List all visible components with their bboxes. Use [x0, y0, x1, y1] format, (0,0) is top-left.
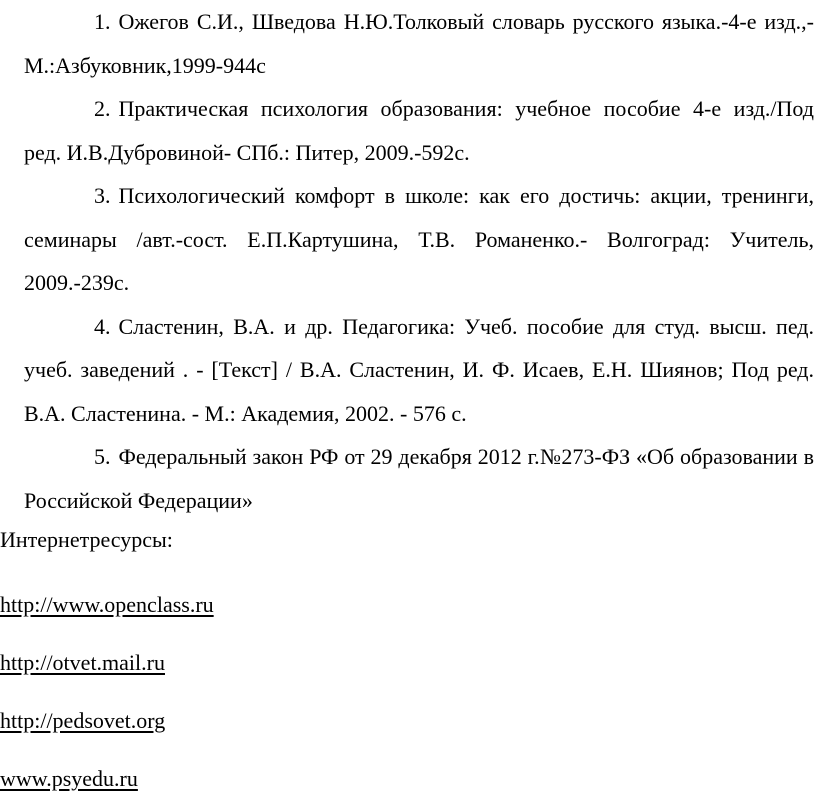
- reference-text: Федеральный закон РФ от 29 декабря 2012 г.№273-ФЗ «Об образовании в Российской Федерации»: [24, 444, 814, 513]
- resource-link-otvet-mail[interactable]: http://otvet.mail.ru: [0, 650, 165, 675]
- section-title: Интернетресурсы:: [0, 527, 173, 552]
- reference-item: [24, 174, 814, 305]
- reference-item: [24, 305, 814, 436]
- reference-text: Психологический комфорт в школе: как его достичь: акции, тренинги, семинары /авт.-сост. Е.П.Картушина, Т.В. Романенко.- Волгоград: Учитель, 2009.-239с.: [24, 183, 814, 295]
- reference-number: 4.: [94, 313, 111, 339]
- internet-resources-section: [0, 518, 816, 808]
- reference-text: Сластенин, В.А. и др. Педагогика: Учеб. пособие для студ. высш. пед. учеб. заведений . - [Текст] / В.А. Сластенин, И. Ф. Исаев, Е.Н. Шиянов; Под ред. В.А. Сластенина. - М.: Академия, 2002. - 576 с.: [24, 313, 814, 426]
- resource-link-psyedu[interactable]: www.psyedu.ru: [0, 766, 138, 791]
- reference-list: [24, 0, 814, 522]
- reference-text: Практическая психология образования: учебное пособие 4-е изд./Под ред. И.В.Дубровиной- СПб.: Питер, 2009.-592с.: [24, 96, 814, 165]
- reference-item: [24, 87, 814, 174]
- reference-item: [24, 0, 814, 87]
- reference-number: 1.: [94, 9, 111, 34]
- reference-text: Ожегов С.И., Шведова Н.Ю.Толковый словарь русского языка.-4-е изд.,-М.:Азбуковник,1999-944с: [24, 9, 814, 78]
- resource-link-pedsovet[interactable]: http://pedsovet.org: [0, 708, 166, 733]
- reference-number: 3.: [94, 183, 111, 208]
- resource-link-openclass[interactable]: http://www.openclass.ru: [0, 592, 214, 617]
- reference-number: 2.: [94, 96, 111, 121]
- reference-number: 5.: [94, 444, 111, 469]
- reference-item: [24, 435, 814, 522]
